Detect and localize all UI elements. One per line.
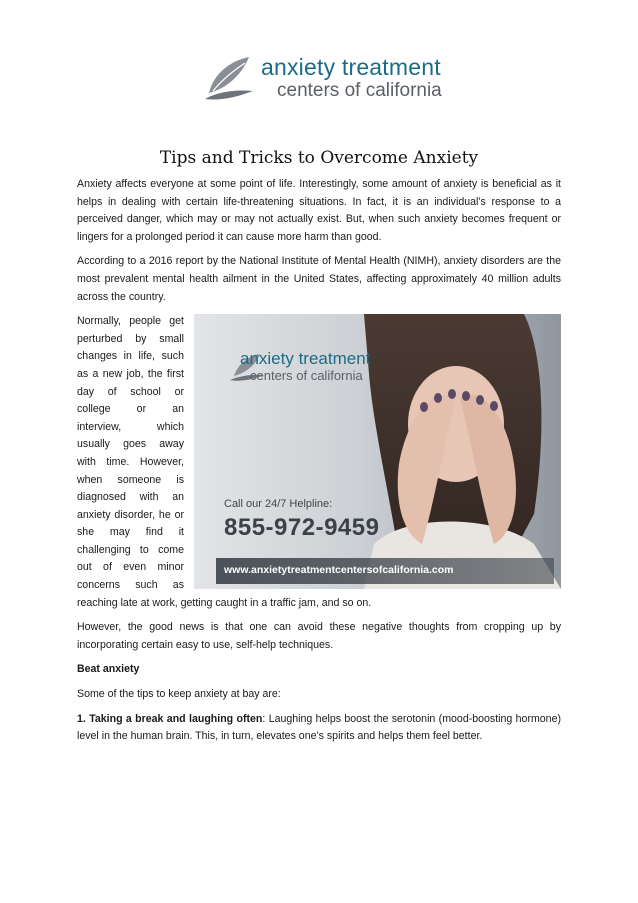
page-title: Tips and Tricks to Overcome Anxiety [159,148,479,168]
website-url: www.anxietytreatmentcentersofcalifornia.com [224,564,454,577]
tip-1 [77,711,561,746]
header-logo [203,53,442,103]
paragraph-5: Some of the tips to keep anxiety at bay are: [77,688,281,701]
heading-beat-anxiety: Beat anxiety [77,663,140,676]
paragraph-4: However, the good news is that one can avoid these negative thoughts from cropping up by incorporating certain easy to use, self-help techniques. [77,621,561,651]
leaf-logo-icon [203,53,255,103]
tip-1-heading: 1. Taking a break and laughing often [77,712,263,725]
tip-1-text: : Laughing helps boost the serotonin (mood-boosting hormone) level in the human brain. This, in turn, elevates one’s spirits and helps them feel better. [77,712,561,743]
paragraph-3: Normally, people get perturbed by small changes in life, such as a new job, the first day of school or college or an interview, which usually goes away with time. However, when someone is diagnosed with an anxiety disorder, he or she may find it challenging to come out of even minor concerns such as reaching late at work, getting caught in a traffic jam, and so on. [77,315,372,609]
helpline-banner-image [194,314,561,589]
logo-title: anxiety treatment [261,54,441,80]
banner-logo-title: anxiety treatment [240,349,371,369]
paragraph-2: According to a 2016 report by the National Institute of Mental Health (NIMH), anxiety disorders are the most prevalent mental health ailment in the United States, affecting approximately 40 million adults across the country. [77,255,561,303]
helpline-phone: 855-972-9459 [224,514,380,542]
logo-subtitle: centers of california [277,80,442,101]
paragraph-3-with-image [77,313,561,612]
helpline-label: Call our 24/7 Helpline: [224,498,333,511]
paragraph-1: Anxiety affects everyone at some point of life. Interestingly, some amount of anxiety is beneficial as it helps in dealing with certain life-threatening situations. In fact, it is an individual’s response to a perceived danger, which may or may not actually exist. But, when such anxiety becomes frequent or lingers for a prolonged period it can cause more harm than good. [77,178,561,243]
banner-logo-subtitle: centers of california [250,368,363,384]
article-body [77,176,561,753]
